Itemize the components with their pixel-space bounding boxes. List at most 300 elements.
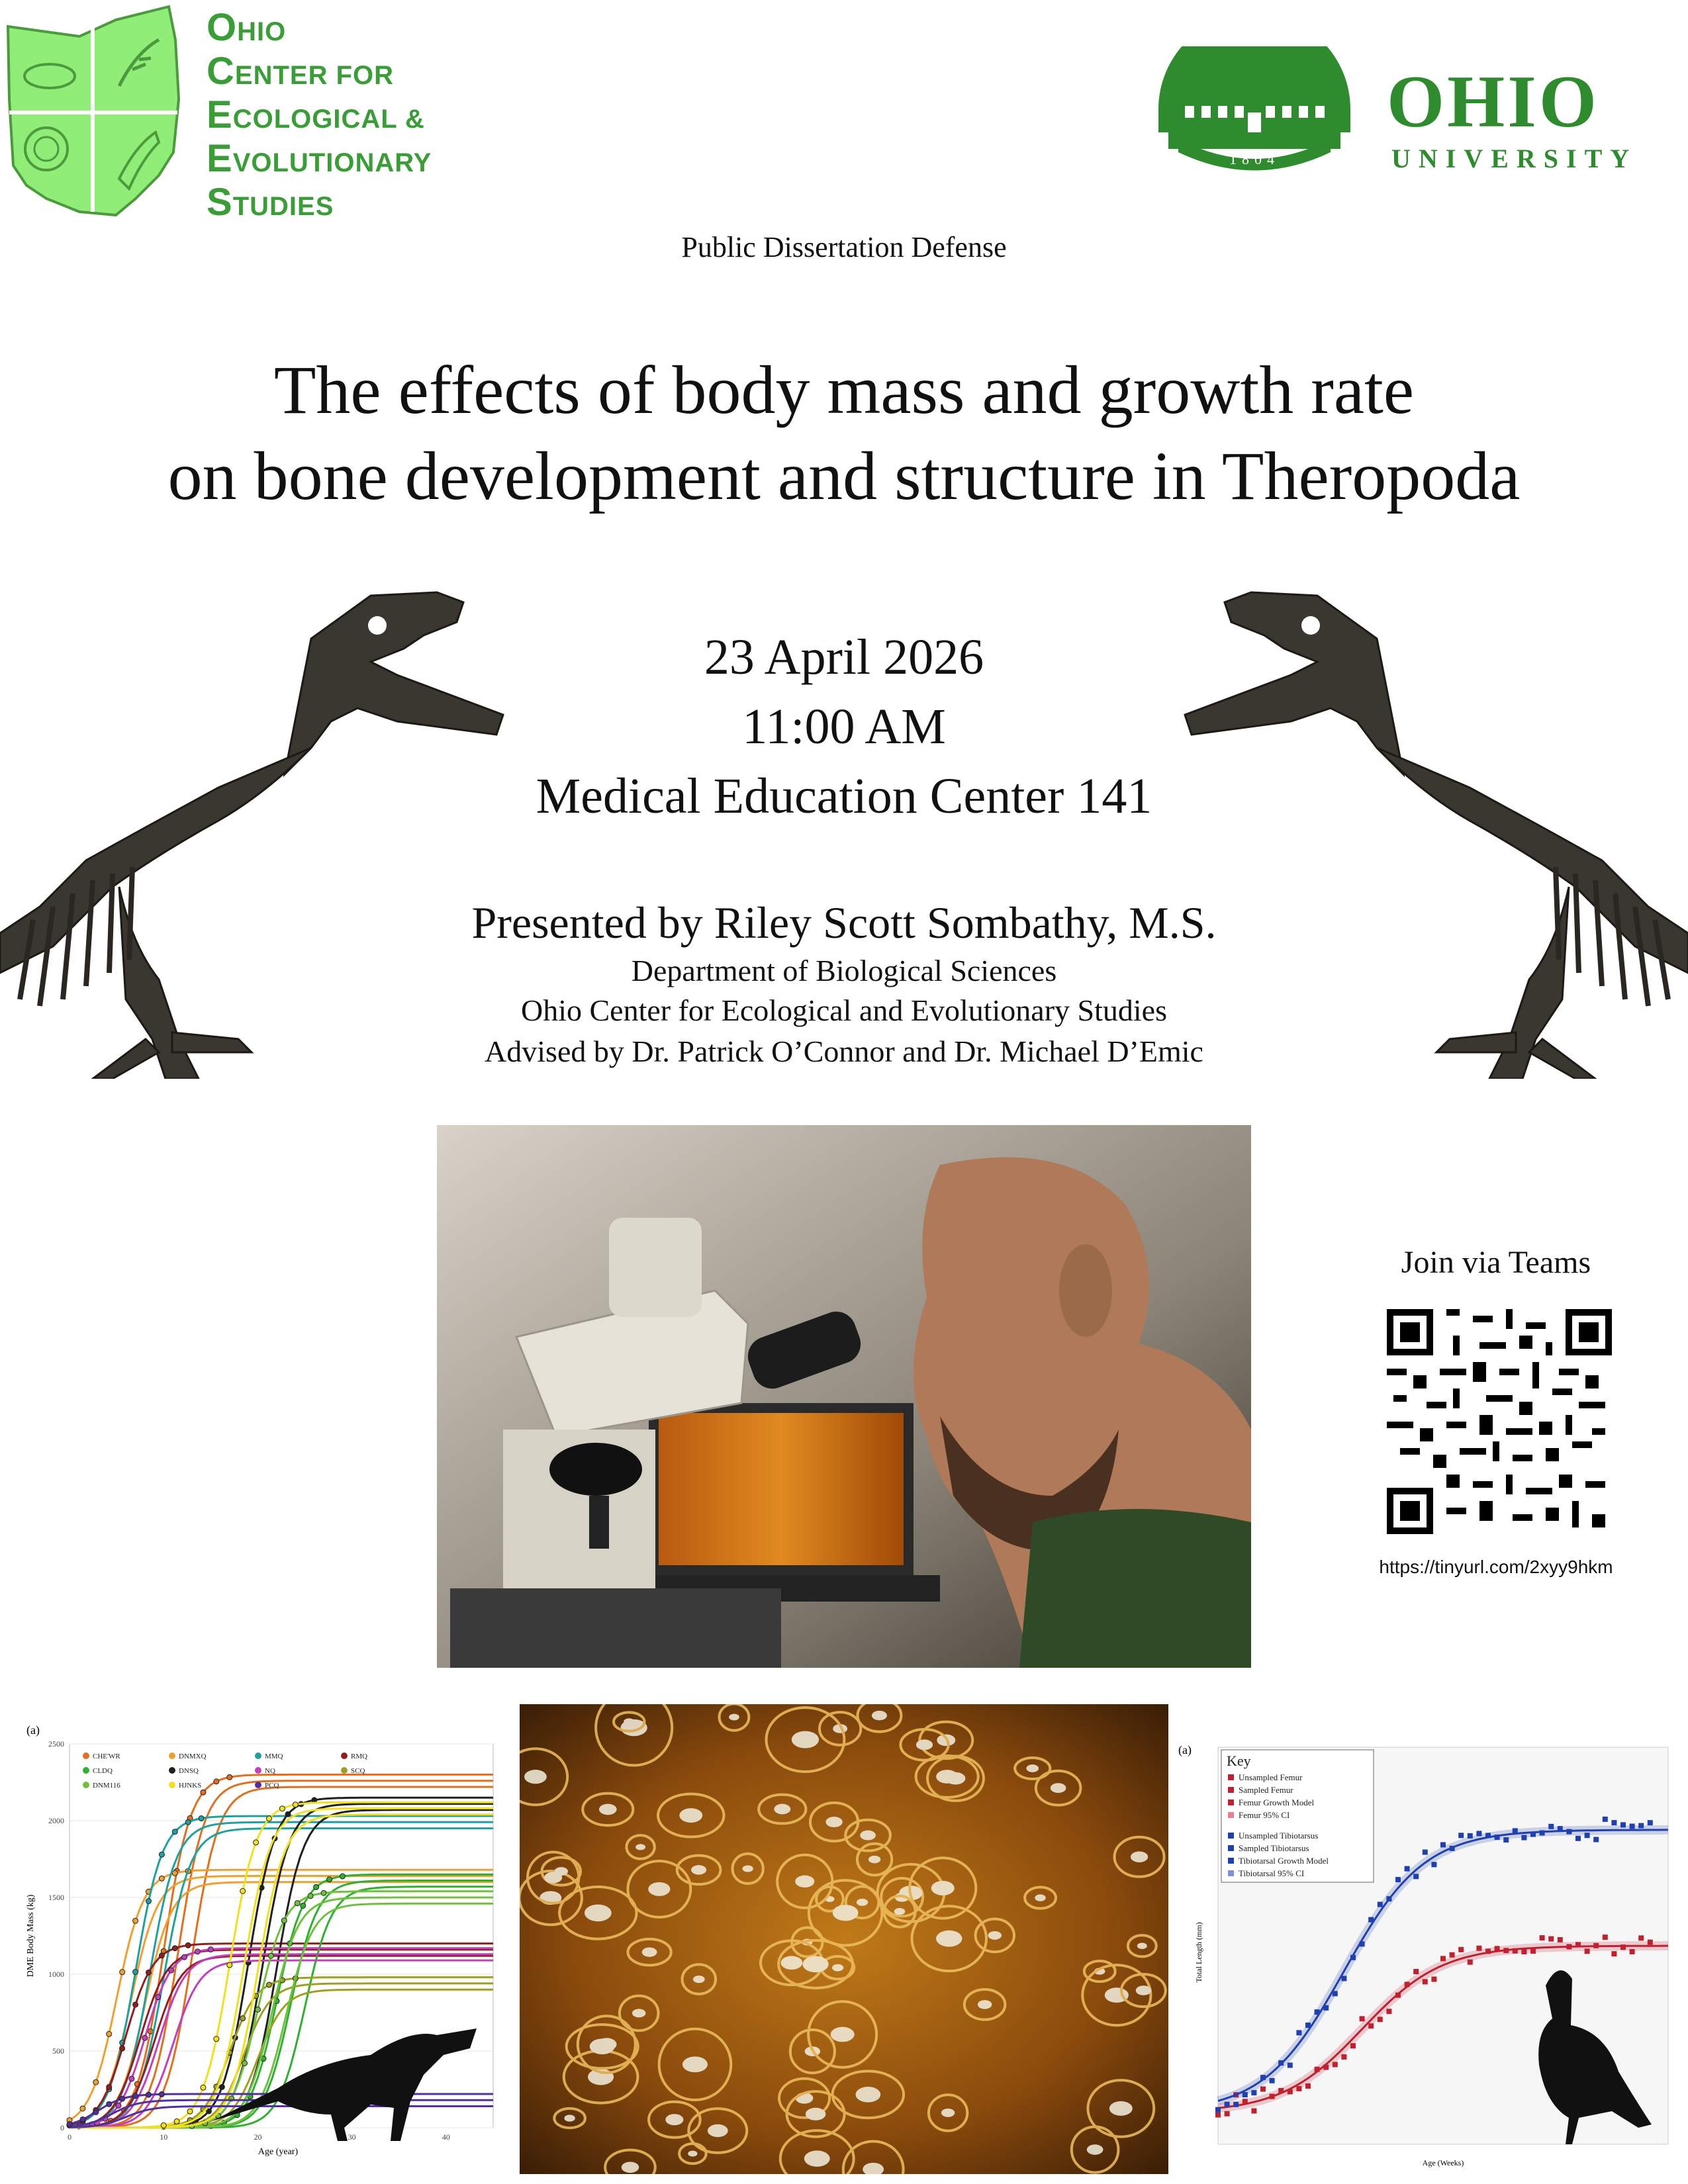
x-tick-label: 0 <box>68 2132 71 2142</box>
data-point <box>1341 1976 1346 1981</box>
data-point <box>201 2085 206 2090</box>
data-point <box>199 1816 204 1821</box>
haversian-canal <box>564 2115 575 2121</box>
data-point <box>1521 1835 1526 1841</box>
data-point <box>1548 1824 1554 1829</box>
data-point <box>1260 2087 1266 2092</box>
data-point <box>1513 1828 1518 1833</box>
data-point <box>267 1982 272 1987</box>
data-point <box>1620 1944 1626 1950</box>
research-center: Ohio Center for Ecological and Evolutionary Studies <box>521 993 1167 1027</box>
legend-marker <box>1228 1833 1234 1839</box>
data-point <box>1333 1991 1338 1996</box>
data-point <box>1350 2043 1356 2048</box>
data-point <box>1648 1820 1653 1825</box>
data-point <box>314 1884 319 1889</box>
data-point <box>187 2109 193 2114</box>
legend-entry: DNSQ <box>179 1767 199 1775</box>
haversian-canal <box>780 1956 802 1970</box>
haversian-canal <box>792 1731 819 1749</box>
data-point <box>1378 1902 1383 1907</box>
researcher-microscope-photo <box>437 1125 1251 1668</box>
haversian-canal <box>860 1831 876 1841</box>
haversian-canal <box>1026 1764 1039 1772</box>
data-point <box>1603 1934 1608 1940</box>
ocees-line-3: ECOLOGICAL & <box>207 93 425 136</box>
data-point <box>107 2101 112 2107</box>
data-point <box>1288 2063 1293 2068</box>
haversian-canal <box>941 2109 955 2117</box>
haversian-canal <box>596 2038 616 2050</box>
data-point <box>214 2036 219 2042</box>
haversian-canal <box>1137 1943 1147 1949</box>
data-point <box>301 1903 306 1908</box>
ocees-line-5: STUDIES <box>207 181 334 224</box>
haversian-canal <box>795 1876 814 1888</box>
data-point <box>1503 1948 1509 1953</box>
data-point <box>1431 1977 1436 1982</box>
data-point <box>1215 2107 1221 2113</box>
data-point <box>1323 2065 1329 2070</box>
data-point <box>161 2122 166 2128</box>
y-tick-label: 1500 <box>48 1893 64 1902</box>
presenter: Presented by Riley Scott Sombathy, M.S. <box>471 897 1217 948</box>
data-point <box>182 1954 187 1960</box>
y-tick-label: 0 <box>60 2123 64 2132</box>
haversian-canal <box>868 1856 880 1864</box>
legend-entry: Tibiotarsal Growth Model <box>1239 1856 1329 1866</box>
haversian-canal <box>832 1964 843 1972</box>
teams-link[interactable]: https://tinyurl.com/2xyy9hkm <box>1379 1557 1613 1577</box>
data-point <box>133 1918 138 1923</box>
data-point <box>1611 1820 1617 1825</box>
data-point <box>242 2061 248 2066</box>
haversian-canal <box>679 1808 702 1823</box>
haversian-canal <box>833 1905 859 1921</box>
event-time: 11:00 AM <box>742 699 946 754</box>
data-point <box>295 1901 300 1906</box>
data-point <box>1485 1833 1491 1838</box>
data-point <box>267 1816 272 1821</box>
data-point <box>1233 2102 1239 2107</box>
data-point <box>129 2076 134 2081</box>
haversian-canal <box>916 1739 933 1750</box>
haversian-canal <box>624 1718 634 1725</box>
haversian-canal <box>632 2009 646 2017</box>
data-point <box>1360 2016 1365 2021</box>
data-point <box>227 1774 232 1780</box>
data-point <box>120 2046 125 2051</box>
data-point <box>1638 1935 1644 1940</box>
legend-entry: DNMXQ <box>179 1752 207 1760</box>
data-point <box>321 1890 326 1895</box>
chart-left-ylabel: DME Body Mass (kg) <box>26 1894 36 1978</box>
data-point <box>279 1806 285 1811</box>
data-point <box>285 1811 291 1817</box>
haversian-canal <box>544 1872 562 1883</box>
data-point <box>67 2121 72 2126</box>
data-point <box>1333 2062 1338 2067</box>
legend-entry: Unsampled Femur <box>1239 1772 1303 1782</box>
data-point <box>1350 1955 1356 1960</box>
data-point <box>185 1942 191 1948</box>
data-point <box>146 1899 151 1904</box>
data-point <box>219 2084 224 2089</box>
qr-code[interactable] <box>1387 1309 1612 1534</box>
data-point <box>1341 2054 1346 2060</box>
legend-marker <box>169 1767 175 1774</box>
data-point <box>281 1918 287 1923</box>
legend-entry: Femur Growth Model <box>1239 1797 1315 1807</box>
bone-length-growth-chart <box>1175 1734 1678 2177</box>
data-point <box>159 1852 164 1857</box>
data-point <box>172 1870 177 1876</box>
data-point <box>1288 2089 1293 2095</box>
data-point <box>120 1970 125 1975</box>
data-point <box>172 1946 177 1951</box>
legend-marker <box>1228 1870 1234 1876</box>
data-point <box>1270 2078 1275 2083</box>
data-point <box>1648 1940 1653 1945</box>
legend-marker <box>83 1782 89 1788</box>
chart-left-xlabel: Age (year) <box>258 2147 299 2157</box>
ohio-university-logo <box>1152 46 1655 179</box>
haversian-canal <box>691 1865 706 1874</box>
event-location: Medical Education Center 141 <box>536 768 1152 824</box>
haversian-canal <box>729 1714 739 1721</box>
data-point <box>169 1968 174 1973</box>
chart-right-panel-label: (a) <box>1178 1743 1192 1756</box>
advisors: Advised by Dr. Patrick O’Connor and Dr. Michael D’Emic <box>485 1034 1203 1068</box>
data-point <box>268 1953 273 1958</box>
chart-left-panel-label: (a) <box>26 1723 40 1737</box>
ocees-line-2: CENTER FOR <box>207 50 395 93</box>
university-wordmark: UNIVERSITY <box>1391 144 1638 173</box>
data-point <box>1593 1943 1599 1948</box>
teams-join-label: Join via Teams <box>1401 1245 1591 1280</box>
legend-marker <box>169 1782 175 1788</box>
dissertation-title <box>0 347 1688 520</box>
haversian-canal <box>524 1770 547 1784</box>
haversian-canal <box>1051 1783 1066 1793</box>
y-tick-label: 2000 <box>48 1816 64 1825</box>
legend-marker <box>169 1752 175 1759</box>
data-point <box>1558 1826 1563 1831</box>
data-point <box>1540 1935 1545 1940</box>
data-point <box>146 1970 151 1975</box>
haversian-canal <box>857 1899 868 1906</box>
data-point <box>1530 1948 1536 1954</box>
data-point <box>1611 1951 1617 1956</box>
data-point <box>1395 1877 1401 1882</box>
haversian-canal <box>1035 1894 1045 1901</box>
data-point <box>1270 2094 1275 2099</box>
data-point <box>107 2084 112 2089</box>
data-point <box>172 1829 177 1835</box>
data-point <box>156 1995 161 2000</box>
haversian-canal <box>872 1711 887 1720</box>
y-tick-label: 1000 <box>48 1970 64 1979</box>
data-point <box>1521 1949 1526 1954</box>
haversian-canal <box>708 2124 728 2137</box>
data-point <box>1305 2083 1311 2089</box>
data-point <box>1593 1837 1599 1843</box>
legend-marker <box>1228 1787 1234 1793</box>
data-point <box>1620 1822 1626 1827</box>
data-point <box>1225 2111 1230 2116</box>
data-point <box>1243 2099 1248 2104</box>
ocees-logo <box>0 0 432 225</box>
data-point <box>1495 1835 1500 1840</box>
data-point <box>1458 1947 1464 1952</box>
data-point <box>93 2109 99 2115</box>
data-point <box>1638 1823 1644 1829</box>
data-point <box>107 2031 112 2036</box>
legend-marker <box>341 1752 348 1759</box>
data-point <box>240 1888 246 1893</box>
haversian-canal <box>1109 2101 1133 2116</box>
legend-marker <box>1228 1858 1234 1864</box>
data-point <box>1530 1832 1536 1837</box>
data-point <box>1368 1917 1374 1923</box>
ocees-line-1: OHIO <box>207 6 287 49</box>
data-point <box>146 2092 151 2097</box>
y-tick-label: 500 <box>52 2046 64 2056</box>
x-tick-label: 40 <box>442 2132 450 2142</box>
department: Department of Biological Sciences <box>631 954 1057 987</box>
data-point <box>1585 1948 1590 1954</box>
x-tick-label: 30 <box>348 2132 356 2142</box>
data-point <box>1476 1946 1481 1951</box>
data-point <box>1278 2088 1284 2093</box>
legend-entry: RMQ <box>351 1752 368 1760</box>
legend-marker <box>1228 1812 1234 1818</box>
ohio-map-icon <box>0 0 199 225</box>
data-point <box>1423 1979 1428 1984</box>
legend-entry: Unsampled Tibiotarsus <box>1239 1831 1319 1841</box>
data-point <box>1296 2030 1301 2035</box>
data-point <box>195 1949 200 1954</box>
data-point <box>1585 1833 1590 1838</box>
cutler-hall-seal-icon <box>1152 46 1357 172</box>
haversian-canal <box>693 1976 705 1983</box>
legend-marker <box>255 1767 261 1774</box>
data-point <box>1413 1969 1419 1974</box>
data-point <box>227 1962 232 1968</box>
data-point <box>142 2035 148 2040</box>
data-point <box>327 1877 332 1882</box>
data-point <box>214 1779 219 1784</box>
data-point <box>1503 1837 1509 1843</box>
data-point <box>133 1970 138 1975</box>
data-point <box>1360 1941 1365 1946</box>
x-tick-label: 20 <box>254 2132 262 2142</box>
event-date: 23 April 2026 <box>704 629 984 685</box>
data-point <box>1468 1960 1473 1965</box>
haversian-canal <box>599 1804 617 1815</box>
data-point <box>159 1953 164 1958</box>
bone-histology-micrograph <box>520 1704 1168 2174</box>
legend-entry: DNM116 <box>93 1782 120 1790</box>
data-point <box>1603 1817 1608 1822</box>
data-point <box>1278 2060 1284 2066</box>
data-point <box>1413 1874 1419 1879</box>
data-point <box>1513 1948 1518 1954</box>
data-point <box>1450 1952 1455 1958</box>
data-point <box>1215 2113 1221 2118</box>
data-point <box>1558 1937 1563 1942</box>
haversian-canal <box>1136 1985 1151 1995</box>
legend-marker <box>83 1752 89 1759</box>
body-mass-growth-chart <box>13 1717 503 2181</box>
data-point <box>1468 1833 1473 1839</box>
haversian-canal <box>688 2151 697 2157</box>
haversian-canal <box>774 1804 790 1815</box>
data-point <box>1315 2067 1320 2072</box>
x-tick-label: 10 <box>160 2132 168 2142</box>
data-point <box>1405 1981 1410 1987</box>
legend-marker <box>1228 1845 1234 1851</box>
data-point <box>1225 2102 1230 2107</box>
haversian-canal <box>642 1947 657 1956</box>
legend-entry: Sampled Tibiotarsus <box>1239 1843 1309 1853</box>
data-point <box>1243 2092 1248 2097</box>
haversian-canal <box>856 2087 881 2103</box>
data-point <box>1630 1823 1635 1829</box>
data-point <box>1476 1831 1481 1836</box>
title-line-2: on bone development and structure in Theropoda <box>167 438 1521 514</box>
data-point <box>208 1947 213 1952</box>
data-point <box>1575 1942 1581 1947</box>
data-point <box>133 2002 138 2007</box>
haversian-canal <box>622 2161 639 2173</box>
haversian-canal <box>936 1770 958 1784</box>
legend-marker <box>255 1752 261 1759</box>
haversian-canal <box>585 1905 612 1922</box>
data-point <box>293 1802 298 1807</box>
data-point <box>185 1819 191 1825</box>
data-point <box>1378 2017 1383 2022</box>
data-point <box>1323 2005 1329 2011</box>
legend-marker <box>341 1767 348 1774</box>
haversian-canal <box>665 2114 683 2125</box>
legend-entry: SCQ <box>351 1767 365 1775</box>
data-point <box>80 2106 85 2111</box>
chart-right-ylabel: Total Length (mm) <box>1194 1922 1203 1983</box>
data-point <box>174 2118 179 2124</box>
data-point <box>1431 1862 1436 1867</box>
legend-entry: CHE'WR <box>93 1752 120 1760</box>
haversian-canal <box>978 2000 992 2009</box>
seal-year: 1804 <box>1229 151 1280 167</box>
legend-entry: HJNKS <box>179 1782 202 1790</box>
legend-entry: NQ <box>265 1767 275 1775</box>
ocees-line-4: EVOLUTIONARY <box>207 137 432 180</box>
haversian-canal <box>743 1865 753 1872</box>
data-point <box>1386 2009 1391 2014</box>
legend-entry: PCQ <box>265 1782 279 1790</box>
legend-entry: CLDQ <box>93 1767 113 1775</box>
haversian-canal <box>648 1882 670 1896</box>
data-point <box>255 2007 260 2012</box>
data-point <box>1251 2090 1256 2095</box>
data-point <box>1440 1842 1446 1847</box>
data-point <box>1423 1850 1428 1855</box>
ohio-wordmark: OHIO <box>1387 61 1599 143</box>
haversian-canal <box>831 2027 855 2042</box>
data-point <box>1296 2086 1301 2091</box>
data-point <box>1440 1956 1446 1961</box>
data-point <box>201 1790 206 1795</box>
haversian-canal <box>682 2056 708 2072</box>
data-point <box>93 2079 99 2085</box>
haversian-canal <box>931 1881 955 1895</box>
haversian-canal <box>804 2150 830 2166</box>
legend-entry: Sampled Femur <box>1239 1785 1293 1795</box>
haversian-canal <box>802 1956 828 1973</box>
haversian-canal <box>825 1817 842 1827</box>
data-point <box>254 1840 259 1845</box>
data-point <box>1540 1831 1545 1836</box>
title-line-1: The effects of body mass and growth rate <box>273 352 1415 428</box>
data-point <box>1566 1944 1571 1949</box>
legend-entry: Tibiotarsal 95% CI <box>1239 1868 1305 1878</box>
data-point <box>1260 2075 1266 2080</box>
haversian-canal <box>894 1908 906 1915</box>
legend-marker <box>1228 1774 1234 1780</box>
data-point <box>159 2091 164 2097</box>
data-point <box>1458 1833 1464 1838</box>
data-point <box>1386 1896 1391 1901</box>
haversian-canal <box>1131 1851 1148 1862</box>
chart-right-legend-title: Key <box>1227 1752 1251 1769</box>
data-point <box>159 1876 164 1881</box>
legend-entry: MMQ <box>265 1752 283 1760</box>
data-point <box>1305 2023 1311 2028</box>
chart-right-xlabel: Age (Weeks) <box>1422 2158 1464 2167</box>
data-point <box>1548 1936 1554 1942</box>
haversian-canal <box>806 2108 825 2120</box>
data-point <box>1485 1948 1491 1954</box>
data-point <box>1251 2109 1256 2114</box>
data-point <box>116 2103 121 2108</box>
haversian-canal <box>988 1931 1002 1940</box>
event-type: Public Dissertation Defense <box>681 231 1007 263</box>
data-point <box>1315 2009 1320 2015</box>
data-point <box>1405 1866 1410 1872</box>
data-point <box>80 2116 85 2122</box>
legend-marker <box>1228 1799 1234 1805</box>
data-point <box>240 2016 246 2021</box>
legend-marker <box>255 1782 261 1788</box>
data-point <box>1575 1836 1581 1841</box>
data-point <box>1368 2023 1374 2028</box>
data-point <box>1395 1993 1401 1998</box>
haversian-canal <box>1087 2144 1103 2155</box>
data-point <box>1450 1846 1455 1851</box>
data-point <box>133 2093 138 2099</box>
haversian-canal <box>936 1931 962 1947</box>
data-point <box>1630 1949 1635 1954</box>
data-point <box>1495 1946 1500 1951</box>
data-point <box>340 1874 345 1879</box>
data-point <box>1566 1829 1571 1835</box>
data-point <box>308 1893 313 1899</box>
legend-marker <box>83 1767 89 1774</box>
legend-entry: Femur 95% CI <box>1239 1810 1290 1820</box>
data-point <box>120 2096 125 2101</box>
haversian-canal <box>635 1844 645 1850</box>
